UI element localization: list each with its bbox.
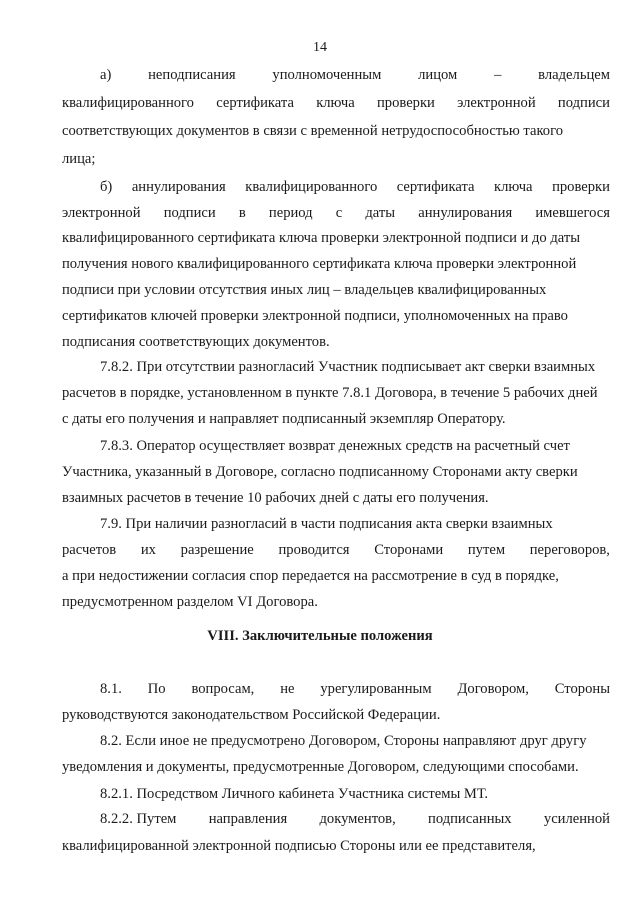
text-line: сертификатов ключей проверки электронной подписи, уполномоченных на право (62, 308, 568, 324)
word: квалифицированного (62, 95, 194, 111)
word: ключа (494, 179, 533, 195)
word: переговоров, (529, 542, 610, 558)
word: 8.1. (100, 681, 122, 697)
text-line: уведомления и документы, предусмотренные Договором, следующими способами. (62, 759, 579, 775)
word: лицом (418, 67, 458, 83)
word: путем (467, 542, 506, 558)
text-line: лица; (62, 151, 96, 167)
text-line: 8.2.1. Посредством Личного кабинета Участника системы МТ. (100, 786, 488, 802)
text-line: Участника, указанный в Договоре, согласно подписанному Сторонами акту сверки (62, 464, 578, 480)
text-line: квалифицированного сертификата ключа проверки электронной подписи и до даты (62, 230, 581, 246)
text-line: а при недостижении согласия спор передается на рассмотрение в суд в порядке, (62, 568, 559, 584)
word: подписи (557, 95, 610, 111)
word: урегулированным (320, 681, 432, 697)
text-line: 7.8.3. Оператор осуществляет возврат денежных средств на расчетный счет (100, 438, 570, 454)
word: документов, (319, 811, 396, 827)
text-line (100, 66, 610, 84)
word: ключа (316, 95, 355, 111)
word: направления (208, 811, 288, 827)
text-line: взаимных расчетов в течение 10 рабочих дней с даты его получения. (62, 490, 489, 506)
word: аннулирования (131, 179, 226, 195)
section-heading: VIII. Заключительные положения (207, 628, 433, 644)
word: Сторонами (374, 542, 444, 558)
word: проверки (552, 179, 610, 195)
word: квалифицированного (245, 179, 378, 195)
word: в (238, 205, 246, 221)
text-line: получения нового квалифицированного сертификата ключа проверки электронной (62, 256, 577, 272)
word: проверки (376, 95, 435, 111)
word: а) (100, 67, 112, 83)
word: проводится (278, 542, 350, 558)
word: б) (100, 179, 113, 195)
text-line: с даты его получения и направляет подписанный экземпляр Оператору. (62, 411, 506, 427)
word: – (494, 67, 502, 83)
text-line: расчетов в порядке, установленном в пункте 7.8.1 Договора, в течение 5 рабочих дней (62, 385, 598, 401)
word: с (335, 205, 343, 221)
word: подписи (163, 205, 216, 221)
word: даты (365, 205, 396, 221)
text-line: предусмотренном разделом VI Договора. (62, 594, 318, 610)
text-line (100, 178, 610, 196)
word: не (280, 681, 295, 697)
word: владельцем (538, 67, 610, 83)
word: разрешение (180, 542, 254, 558)
text-line: соответствующих документов в связи с временной нетрудоспособностью такого (62, 123, 564, 139)
word: неподписания (148, 67, 236, 83)
text-line (100, 680, 610, 698)
word: усиленной (543, 811, 610, 827)
word: По (147, 681, 166, 697)
text-line: подписания соответствующих документов. (62, 334, 330, 350)
word: сертификата (216, 95, 294, 111)
text-line: 7.8.2. При отсутствии разногласий Участник подписывает акт сверки взаимных (100, 359, 596, 375)
word: расчетов (62, 542, 117, 558)
word: уполномоченным (272, 67, 382, 83)
word: сертификата (396, 179, 475, 195)
word: период (268, 205, 313, 221)
word: имевшегося (535, 205, 610, 221)
word: 8.2.2. Путем (100, 811, 177, 827)
word: их (140, 542, 156, 558)
text-line: подписи при условии отсутствия иных лиц – владельцев квалифицированных (62, 282, 547, 298)
text-line (100, 810, 610, 828)
word: вопросам, (191, 681, 255, 697)
word: аннулирования (418, 205, 513, 221)
word: Стороны (554, 681, 610, 697)
text-line: 7.9. При наличии разногласий в части подписания акта сверки взаимных (100, 516, 553, 532)
word: подписанных (428, 811, 512, 827)
text-line (62, 94, 610, 112)
text-line: квалифицированной электронной подписью Стороны или ее представителя, (62, 838, 536, 854)
word: электронной (62, 205, 141, 221)
text-line: руководствуются законодательством Российской Федерации. (62, 707, 441, 723)
text-line (62, 541, 610, 559)
text-line: 8.2. Если иное не предусмотрено Договором, Стороны направляют друг другу (100, 733, 587, 749)
text-line (62, 204, 610, 222)
page-number: 14 (313, 40, 327, 55)
word: Договором, (457, 681, 529, 697)
word: электронной (457, 95, 536, 111)
